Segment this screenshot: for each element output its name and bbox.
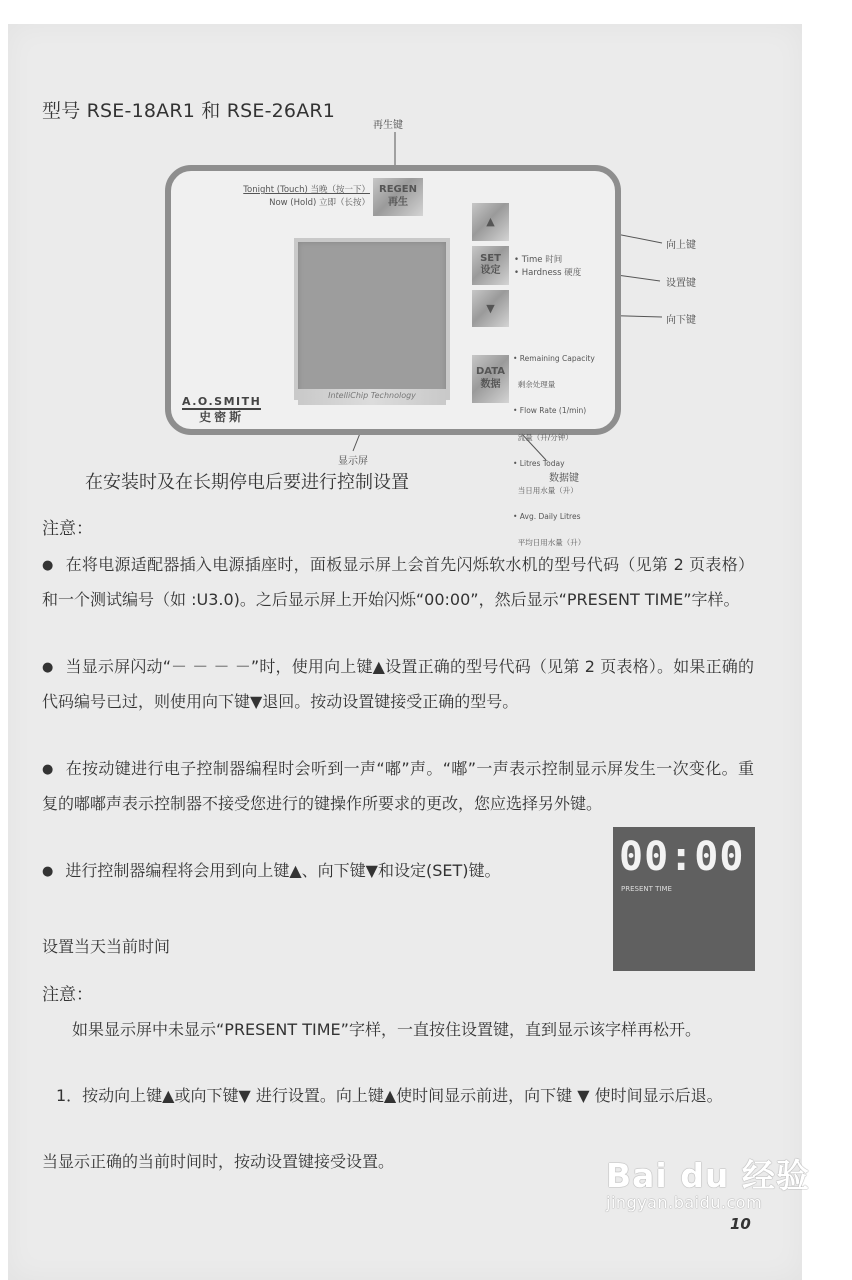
bullet-item: ● 在将电源适配器插入电源插座时，面板显示屏上会首先闪烁软水机的型号代码（见第 2 页表格）和一个测试编号（如 :U3.0)。之后显示屏上开始闪烁“00:00”，然后显示“PRESENT TIME”字样。 <box>42 548 754 617</box>
set-button[interactable] <box>472 246 509 285</box>
setup-heading: 在安装时及在长期停电后要进行控制设置 <box>85 472 409 493</box>
up-button[interactable] <box>472 203 509 241</box>
regen-caption <box>232 184 370 210</box>
set-option-hardness: • Hardness 硬度 <box>514 268 582 278</box>
display-screen <box>298 242 446 396</box>
data-button-label-cn: 数据 <box>480 379 501 390</box>
regen-caption-now: Now (Hold) 立即（长按） <box>269 198 370 208</box>
down-button[interactable] <box>472 290 509 327</box>
triangle-down-icon: ▼ <box>486 302 495 315</box>
data-option: • Flow Rate (1/min) <box>513 406 587 416</box>
data-button-label: DATA <box>475 366 506 377</box>
set-options-list <box>514 254 581 280</box>
regen-button[interactable] <box>373 178 423 216</box>
regen-button-label: REGEN <box>379 184 417 195</box>
logo-text-cn: 史密斯 <box>199 410 245 424</box>
set-button-label: SET <box>480 253 501 264</box>
data-option: 流量（升/分钟） <box>513 432 573 442</box>
data-options-list <box>513 337 595 557</box>
page-number: 10 <box>730 1215 751 1233</box>
callout-up-key: 向上键 <box>666 240 696 251</box>
data-option: • Remaining Capacity <box>513 353 595 363</box>
step-1-text: 1．按动向上键▲或向下键▼ 进行设置。向上键▲使时间显示前进，向下键 ▼ 使时间显示后退。 <box>56 1086 723 1105</box>
note-label: 注意： <box>42 985 93 1005</box>
triangle-up-icon: ▲ <box>486 215 495 228</box>
set-button-label-cn: 设定 <box>480 265 501 276</box>
lcd-digits: 00:00 <box>619 834 745 880</box>
intellichip-caption: IntelliChip Technology <box>298 389 446 405</box>
data-option: 平均日用水量（升） <box>513 538 586 548</box>
watermark-url: jingyan.baidu.com <box>606 1193 763 1212</box>
data-option: • Litres Today <box>513 459 565 469</box>
bullet-item: ● 在按动键进行电子控制器编程时会听到一声“嘟”声。“嘟”一声表示控制显示屏发生一次变化。重复的嘟嘟声表示控制器不接受您进行的键操作所要求的更改，您应选择另外键。 <box>42 752 754 821</box>
data-option: 剩余处理量 <box>513 379 556 389</box>
note-label: 注意： <box>42 519 93 539</box>
ao-smith-logo <box>182 396 261 424</box>
callout-set-key: 设置键 <box>666 278 696 289</box>
data-option: • Avg. Daily Litres <box>513 511 581 521</box>
regen-button-label-cn: 再生 <box>388 197 408 208</box>
data-button[interactable] <box>472 355 509 403</box>
callout-data-key: 数据键 <box>549 473 579 484</box>
callout-display: 显示屏 <box>338 456 368 467</box>
page-title: 型号 RSE-18AR1 和 RSE-26AR1 <box>42 100 336 122</box>
final-instruction: 当显示正确的当前时间时，按动设置键接受设置。 <box>42 1152 395 1171</box>
bullet-item: ● 进行控制器编程将会用到向上键▲、向下键▼和设定(SET)键。 <box>42 854 602 889</box>
note-text: 如果显示屏中未显示“PRESENT TIME”字样，一直按住设置键，直到显示该字样再松开。 <box>72 1020 701 1039</box>
section-title: 设置当天当前时间 <box>42 937 171 956</box>
lcd-display-illustration <box>613 827 755 971</box>
data-option: 当日用水量（升） <box>513 485 578 495</box>
callout-down-key: 向下键 <box>666 315 696 326</box>
regen-key-callout: 再生键 <box>373 120 403 131</box>
bullet-item: ● 当显示屏闪动“－ － － －”时，使用向上键▲设置正确的型号代码（见第 2 页表格）。如果正确的代码编号已过，则使用向下键▼退回。按动设置键接受正确的型号。 <box>42 650 754 719</box>
set-option-time: • Time 时间 <box>514 255 563 265</box>
regen-caption-tonight: Tonight (Touch) 当晚（按一下） <box>243 185 370 195</box>
lcd-caption: PRESENT TIME <box>621 885 672 893</box>
baidu-watermark <box>606 1150 810 1212</box>
logo-text-en: A.O.SMITH <box>182 395 262 408</box>
watermark-brand: Bai du 经验 <box>606 1156 810 1195</box>
